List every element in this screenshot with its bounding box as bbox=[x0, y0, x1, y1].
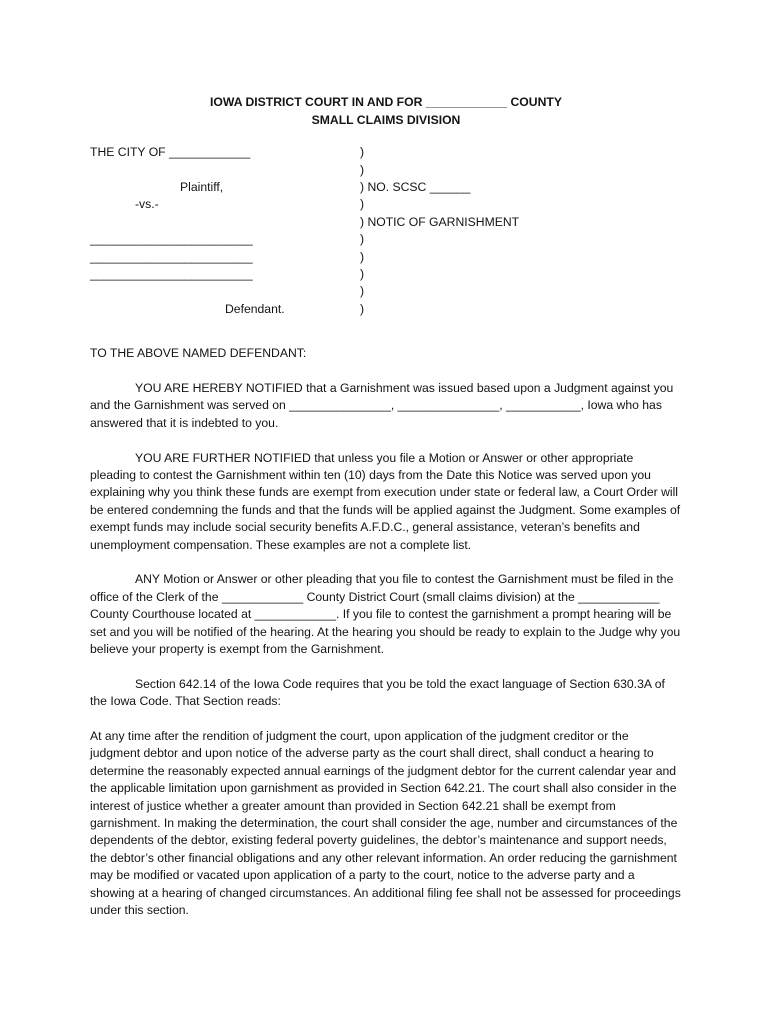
case-number: ) NO. SCSC ______ bbox=[360, 179, 471, 194]
defendant-blank-2: ________________________ bbox=[90, 249, 253, 264]
caption-bracket: ) bbox=[360, 249, 365, 264]
plaintiff-name: THE CITY OF ____________ bbox=[90, 145, 251, 160]
document-page bbox=[90, 94, 682, 920]
quoted-code-section: At any time after the rendition of judgment the court, upon application of the judgment creditor or the judgment debtor and upon notice of the adverse party as the court shall direct, shall conduct a hearing to determine the reasonably expected annual earnings of the judgment debtor for the current calendar year and the applicable limitation upon garnishment as provided in Section 642.21. The court shall also consider in the interest of justice whether a greater amount than provided in Section 642.21 shall be exempt from garnishment. In making the determination, the court shall consider the age, number and circumstances of the dependents of the debtor, existing federal poverty guidelines, the debtor’s maintenance and support needs, the debtor’s other financial obligations and any other relevant information. An order reducing the garnishment may be modified or vacated upon application of a party to the court, notice to the adverse party and a showing at a hearing of changed circumstances. An additional filing fee shall not be assessed for proceedings under this section. bbox=[90, 729, 681, 918]
caption-case-info bbox=[360, 144, 682, 318]
caption-parties bbox=[90, 144, 350, 318]
defendant-blank-1: ________________________ bbox=[90, 232, 253, 247]
division-heading: SMALL CLAIMS DIVISION bbox=[311, 112, 461, 127]
caption-spacer bbox=[90, 214, 350, 231]
notice-paragraph-2: YOU ARE FURTHER NOTIFIED that unless you file a Motion or Answer or other appropriate pleading to contest the Garnishment within ten (10) days from the Date this Notice was served upon you explaining why you think these funds are exempt from execution under state or federal law, a Court Order will be entered condemning the funds and that the funds will be applied against the Judgment. Some examples of exempt funds may include social security benefits A.F.D.C., general assistance, veteran’s benefits and unemployment compensation. These examples are not a complete list. bbox=[90, 450, 681, 552]
defendant-blank-3: ________________________ bbox=[90, 266, 253, 281]
versus-label: -vs.- bbox=[135, 197, 159, 212]
caption-bracket: ) bbox=[360, 145, 365, 160]
caption-bracket: ) bbox=[360, 197, 365, 212]
plaintiff-label: Plaintiff, bbox=[180, 179, 224, 194]
notice-paragraph-3: ANY Motion or Answer or other pleading that you file to contest the Garnishment must be filed in the office of the Clerk of the ____________ County District Court (small claims division) at the ____________ County Courthouse located at ____________. If you file to contest the garnishment a prompt hearing will be set and you will be notified of the hearing. At the hearing you should be ready to explain to the Judge why you believe your property is exempt from the Garnishment. bbox=[90, 572, 681, 657]
caption-bracket: ) bbox=[360, 284, 365, 299]
addressee-line: TO THE ABOVE NAMED DEFENDANT: bbox=[90, 346, 307, 361]
caption-bracket: ) bbox=[360, 162, 365, 177]
caption-bracket: ) bbox=[360, 301, 365, 316]
caption-bracket: ) bbox=[360, 266, 365, 281]
case-caption bbox=[90, 144, 682, 318]
caption-spacer bbox=[90, 162, 350, 179]
notice-paragraph-4: Section 642.14 of the Iowa Code requires that you be told the exact language of Section 630.3A of the Iowa Code. That Section reads: bbox=[90, 676, 665, 709]
notice-paragraph-1: YOU ARE HEREBY NOTIFIED that a Garnishment was issued based upon a Judgment against you and the Garnishment was served on _______________, _______________, ___________, Iowa who has answered that it is indebted to you. bbox=[90, 380, 674, 430]
defendant-label: Defendant. bbox=[225, 301, 285, 316]
document-type: ) NOTIC OF GARNISHMENT bbox=[360, 214, 520, 229]
caption-spacer bbox=[90, 283, 350, 300]
court-heading: IOWA DISTRICT COURT IN AND FOR ____________ COUNTY bbox=[210, 95, 562, 109]
caption-bracket: ) bbox=[360, 232, 365, 247]
